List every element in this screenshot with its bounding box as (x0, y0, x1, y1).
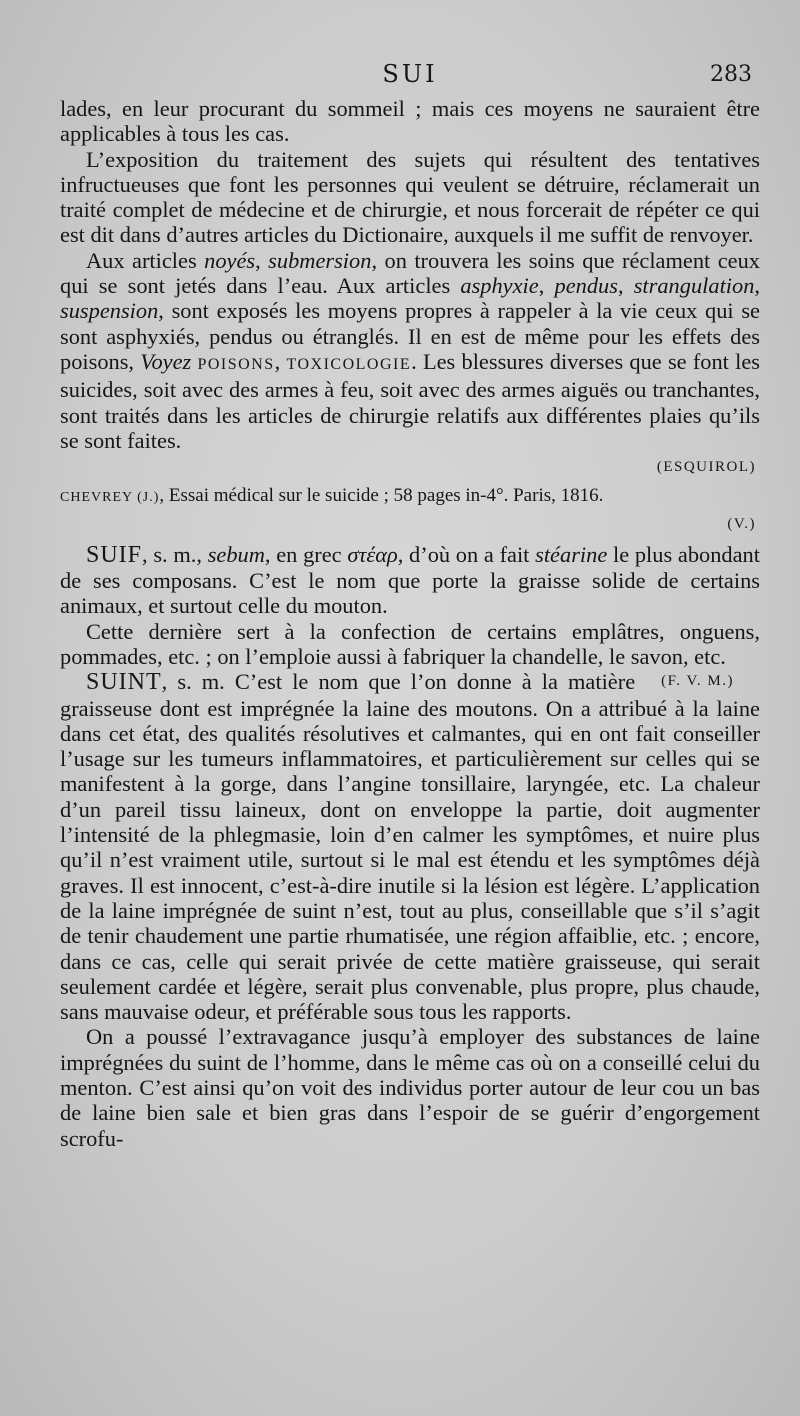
body-text (60, 96, 760, 1151)
page-number: 283 (710, 62, 752, 87)
author-signature-esquirol: (ESQUIROL) (656, 459, 756, 476)
ref-strangulation: strangulation (633, 273, 755, 299)
paragraph-cross-references: Aux articles noyés, submersion, on trouvera les soins que réclament ceux qui se sont jetés dans l’eau. Aux articles asphyxie, pendus, strangulation, suspension, sont exposés les moyens propres à rappeler à la vie ceux qui se sont asphyxiés, pendus ou étranglés. Il en est de même pour les effets des poisons, Voyez POISONS, TOXICOLOGIE. Les blessures diverses que se font les suicides, soit avec des armes à feu, soit avec des armes aiguës ou tranchantes, sont traités dans les articles de chirurgie relatifs aux différentes plaies qu’ils se sont faites. (60, 247, 761, 453)
author-signature-fvm: (F. V. M.) (661, 673, 734, 690)
entry-suif: SUIF, s. m., sebum, en grec στέαρ, d’où on a fait stéarine le plus abondant de ses composans. C’est le nom que porte la graisse solide de certains animaux, et surtout celle du mouton. (60, 541, 760, 619)
greek-word: στέαρ (347, 541, 398, 567)
ref-asphyxie: asphyxie (460, 273, 539, 299)
paragraph-continuation: lades, en leur procurant du sommeil ; mais ces moyens ne sauraient être applicables à tous les cas. (60, 96, 760, 147)
author-signature-v: (V.) (727, 516, 756, 533)
headword-suif: SUIF (86, 541, 143, 568)
bib-text: , Essai médical sur le suicide ; 58 pages in-4°. Paris, 1816. (159, 485, 604, 507)
ref-pendus: pendus (554, 273, 618, 299)
paragraph-suint-extravagance: On a poussé l’extravagance jusqu’à employer des substances de laine imprégnées du suint de l’homme, dans le même cas où on a conseillé celui du menton. C’est ainsi qu’on voit des individus porter autour de leur cou un bas de laine bien sale et bien gras dans l’espoir de se guérir d’engorgement scrofu- (60, 1024, 760, 1151)
headword-suint: SUINT (86, 669, 162, 696)
paragraph-treatment: L’exposition du traitement des sujets qui résultent des tentatives infructueuses que font les personnes qui veulent se détruire, réclamerait un traité complet de médecine et de chirurgie, et nous forcerait de répéter ce qui est dit dans d’autres articles du Dictionaire, auxquels il me suffit de renvoyer. (60, 146, 760, 248)
ref-noyes: noyés (204, 247, 256, 273)
running-head-title: SUI (382, 60, 438, 88)
bibliography-entry (60, 484, 760, 510)
voyez-label: Voyez (140, 348, 192, 374)
paragraph-suif-uses: Cette dernière sert à la confection de certains emplâtres, onguens, pommades, etc. ; on l’emploie aussi à fabriquer la chandelle, le savon, etc. (F. V. M.) (60, 619, 760, 670)
ref-toxicologie: TOXICOLOGIE (286, 355, 412, 373)
entry-suint: SUINT, s. m. C’est le nom que l’on donne à la matière graisseuse dont est imprégnée la laine des moutons. On a attribué à la laine dans cet état, des qualités résolutives et calmantes, qui en ont fait conseiller l’usage sur les tumeurs inflammatoires, et particulièrement sur celles qui se manifestent à la gorge, dans l’angine tonsillaire, laryngée, etc. La chaleur d’un pareil tissu laineux, dont on enveloppe la partie, doit augmenter l’intensité de la phlegmasie, loin d’en calmer les symptômes, et nuire plus qu’il n’est vraiment utile, surtout si le mal est étendu et les symptômes déjà graves. Il est innocent, c’est-à-dire inutile si la lésion est légère. L’application de la laine imprégnée de suint n’est, tout au plus, conseillable que s’il s’agit de tenir chaudement une partie rhumatisée, une région affaiblie, etc. ; encore, dans ce cas, celle qui serait privée de cette matière graisseuse, qui serait seulement cardée et légère, serait plus convenable, plus propre, plus chaude, sans mauvaise odeur, et préférable sous tous les rapports. (60, 669, 760, 1025)
running-head (60, 60, 760, 96)
bib-author: CHEVREY (J.) (60, 490, 160, 506)
ref-submersion: submersion (268, 247, 372, 273)
ref-suspension: suspension (60, 298, 159, 324)
ref-poisons: POISONS (197, 355, 275, 373)
